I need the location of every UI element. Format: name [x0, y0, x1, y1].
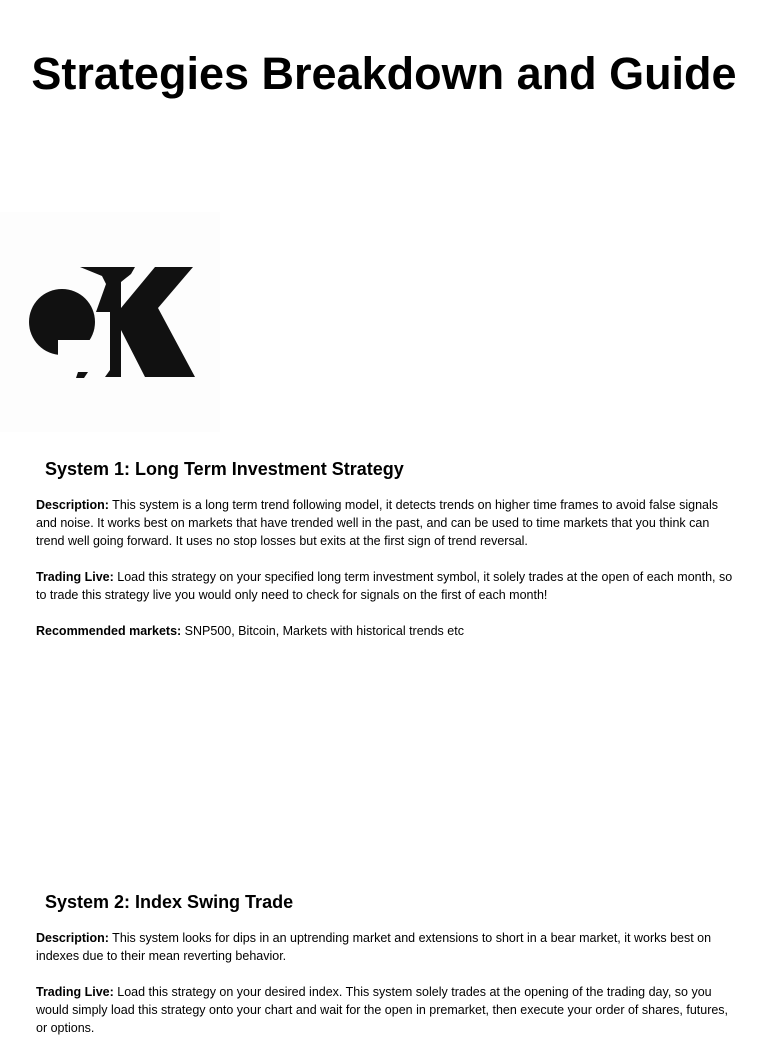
- paragraph-label: Recommended markets:: [36, 624, 182, 638]
- paragraph-label: Trading Live:: [36, 985, 114, 999]
- description-paragraph: [36, 496, 736, 550]
- trading-live-paragraph: [36, 568, 736, 604]
- section-heading: System 1: Long Term Investment Strategy: [45, 459, 404, 479]
- paragraph-text: Load this strategy on your desired index. This system solely trades at the opening of the trading day, so you would simply load this strategy onto your chart and wait for the open in premarket, then execute your order of shares, futures, or options.: [36, 985, 729, 1035]
- description-paragraph: [36, 929, 736, 965]
- paragraph-text: This system looks for dips in an uptrending market and extensions to short in a bear market, it works best on indexes due to their mean reverting behavior.: [36, 931, 712, 963]
- recommended-markets-paragraph: [36, 622, 736, 640]
- paragraph-text: This system is a long term trend following model, it detects trends on higher time frames to avoid false signals and noise. It works best on markets that have trended well in the past, and can be used to time markets that you think can trend well going forward. It uses no stop losses but exits at the first sign of trend reversal.: [36, 498, 719, 548]
- paragraph-label: Description:: [36, 498, 109, 512]
- trading-live-paragraph: [36, 983, 736, 1037]
- paragraph-label: Description:: [36, 931, 109, 945]
- section-system-1: [36, 457, 736, 658]
- paragraph-label: Trading Live:: [36, 570, 114, 584]
- logo: [0, 212, 220, 432]
- paragraph-text: SNP500, Bitcoin, Markets with historical trends etc: [181, 624, 464, 638]
- qk-logo-icon: [0, 212, 220, 432]
- section-system-2: [36, 890, 736, 1055]
- page-title: Strategies Breakdown and Guide: [31, 48, 737, 99]
- section-heading: System 2: Index Swing Trade: [45, 892, 294, 912]
- paragraph-text: Load this strategy on your specified long term investment symbol, it solely trades at the open of each month, so to trade this strategy live you would only need to check for signals on the first of each month!: [36, 570, 733, 602]
